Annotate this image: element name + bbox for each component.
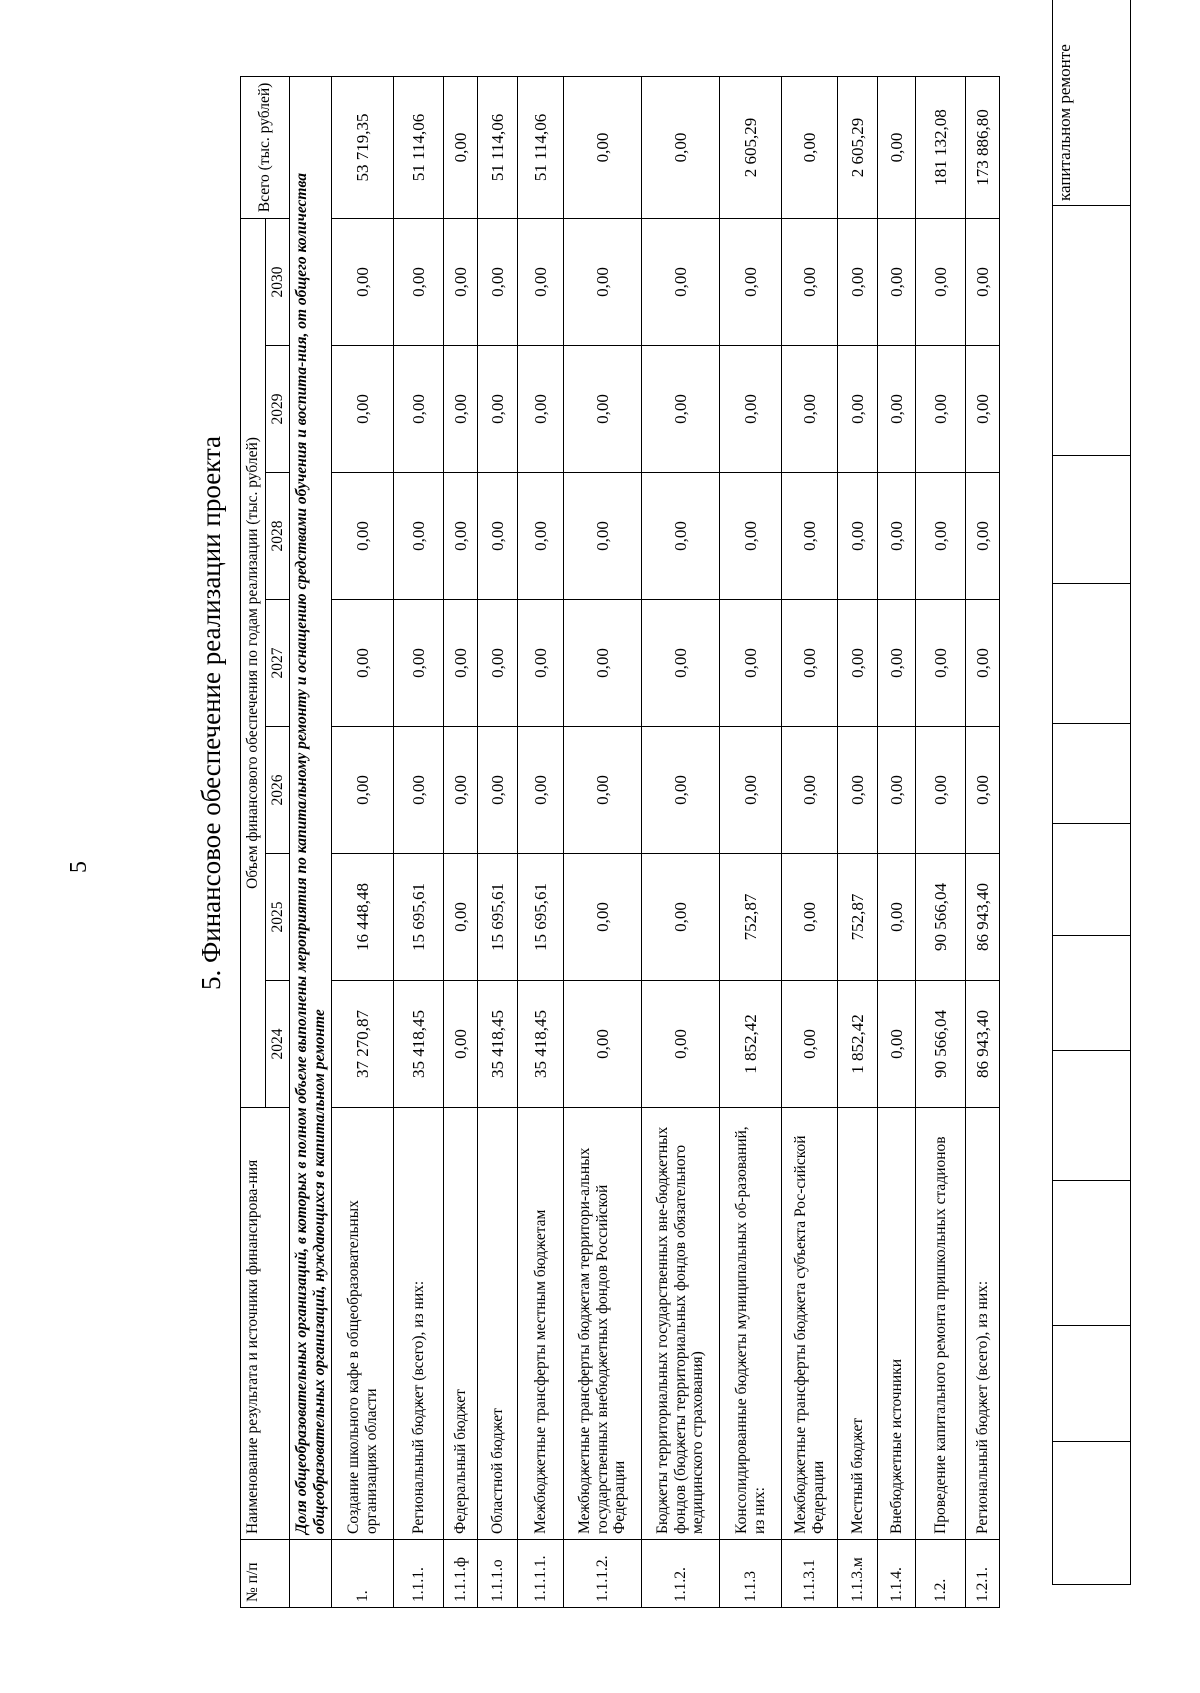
row-value: 0,00: [838, 346, 878, 473]
row-code: 1.1.1.: [394, 1540, 444, 1608]
empty-cell: [1053, 1326, 1131, 1442]
row-value: 35 418,45: [394, 981, 444, 1108]
table-row: [916, 76, 966, 1607]
row-value: 0,00: [332, 473, 394, 600]
financing-table: [240, 76, 1000, 1608]
row-value: 0,00: [394, 346, 444, 473]
row-value: 0,00: [478, 218, 518, 345]
row-value: 0,00: [916, 473, 966, 600]
row-value: 0,00: [564, 854, 642, 981]
row-code: 1.1.4.: [878, 1540, 916, 1608]
row-value: 0,00: [478, 346, 518, 473]
row-total: 0,00: [564, 76, 642, 218]
row-name: Областной бюджет: [478, 1108, 518, 1540]
row-value: 37 270,87: [332, 981, 394, 1108]
header-year: 2028: [265, 473, 290, 600]
row-value: 0,00: [720, 727, 782, 854]
header-name: Наименование результата и источники финансирова-ния: [241, 1108, 290, 1540]
row-value: 0,00: [782, 600, 838, 727]
header-year: 2024: [265, 981, 290, 1108]
row-value: 15 695,61: [478, 854, 518, 981]
row-total: 51 114,06: [518, 76, 564, 218]
empty-cell: [1053, 1051, 1131, 1181]
row-value: 0,00: [966, 600, 1000, 727]
row-value: 0,00: [444, 218, 478, 345]
row-value: 0,00: [838, 473, 878, 600]
row-value: 0,00: [838, 727, 878, 854]
row-value: 15 695,61: [394, 854, 444, 981]
row-total: 0,00: [444, 76, 478, 218]
header-year: 2026: [265, 727, 290, 854]
row-value: 0,00: [444, 473, 478, 600]
row-value: 0,00: [394, 473, 444, 600]
row-value: 0,00: [782, 473, 838, 600]
row-value: 35 418,45: [478, 981, 518, 1108]
row-code: 1.1.3: [720, 1540, 782, 1608]
row-value: 0,00: [838, 218, 878, 345]
row-value: 0,00: [642, 981, 720, 1108]
row-value: 0,00: [642, 218, 720, 345]
row-total: 0,00: [642, 76, 720, 218]
table-row: [966, 76, 1000, 1607]
row-value: 0,00: [916, 346, 966, 473]
row-value: 0,00: [878, 218, 916, 345]
row-name: Межбюджетные трансферты бюджета субъекта Рос-сийской Федерации: [782, 1108, 838, 1540]
row-code: 1.: [332, 1540, 394, 1608]
row-value: 1 852,42: [720, 981, 782, 1108]
row-code: 1.1.1.ф: [444, 1540, 478, 1608]
row-value: 0,00: [720, 218, 782, 345]
table-row: [782, 76, 838, 1607]
row-name: Создание школьного кафе в общеобразовательных организациях области: [332, 1108, 394, 1540]
row-value: 0,00: [444, 346, 478, 473]
table-row: [838, 76, 878, 1607]
table-row: [518, 76, 564, 1607]
header-volume: Объем финансового обеспечения по годам реализации (тыс. рублей): [241, 218, 266, 1107]
row-value: 0,00: [642, 727, 720, 854]
row-value: 35 418,45: [518, 981, 564, 1108]
row-value: 86 943,40: [966, 854, 1000, 981]
empty-cell: [1053, 936, 1131, 1051]
header-year: 2030: [265, 218, 290, 345]
row-value: 0,00: [518, 600, 564, 727]
row-value: 0,00: [782, 218, 838, 345]
row-value: 0,00: [332, 727, 394, 854]
row-total: 0,00: [782, 76, 838, 218]
row-value: 0,00: [332, 346, 394, 473]
table-row: [878, 76, 916, 1607]
row-value: 0,00: [642, 473, 720, 600]
row-name: Проведение капитального ремонта пришкольных стадионов: [916, 1108, 966, 1540]
row-value: 0,00: [720, 600, 782, 727]
row-value: 0,00: [916, 218, 966, 345]
row-value: 0,00: [564, 473, 642, 600]
row-name: Бюджеты территориальных государственных вне-бюджетных фондов (бюджеты территориальных фондов обязательного медицинского страхования): [642, 1108, 720, 1540]
empty-cell: [1053, 824, 1131, 936]
row-name: Региональный бюджет (всего), из них:: [966, 1108, 1000, 1540]
table-row: [478, 76, 518, 1607]
row-value: 0,00: [642, 600, 720, 727]
header-total: Всего (тыс. рублей): [241, 76, 290, 218]
row-value: 0,00: [878, 473, 916, 600]
empty-cell: [1053, 1181, 1131, 1326]
previous-table-fragment: [1052, 0, 1131, 1585]
row-value: 0,00: [394, 218, 444, 345]
row-value: 0,00: [444, 981, 478, 1108]
row-value: 0,00: [966, 727, 1000, 854]
table-row: [642, 76, 720, 1607]
row-value: 0,00: [332, 600, 394, 727]
table-row: [720, 76, 782, 1607]
row-name: Федеральный бюджет: [444, 1108, 478, 1540]
header-year: 2029: [265, 346, 290, 473]
row-value: 0,00: [518, 473, 564, 600]
row-value: 0,00: [444, 854, 478, 981]
row-value: 16 448,48: [332, 854, 394, 981]
row-code: 1.1.1.1.: [518, 1540, 564, 1608]
header-year: 2025: [265, 854, 290, 981]
row-value: 0,00: [564, 600, 642, 727]
row-value: 0,00: [720, 473, 782, 600]
row-value: 752,87: [838, 854, 878, 981]
row-value: 752,87: [720, 854, 782, 981]
row-value: 0,00: [478, 473, 518, 600]
row-value: 0,00: [916, 727, 966, 854]
row-total: 2 605,29: [838, 76, 878, 218]
row-code: 1.1.3.1: [782, 1540, 838, 1608]
row-value: 0,00: [782, 854, 838, 981]
row-value: 0,00: [966, 218, 1000, 345]
table-row: [394, 76, 444, 1607]
row-total: 173 886,80: [966, 76, 1000, 218]
row-name: Местный бюджет: [838, 1108, 878, 1540]
section-title: 5. Финансовое обеспечение реализации проекта: [196, 435, 226, 991]
row-total: 181 132,08: [916, 76, 966, 218]
row-value: 0,00: [518, 218, 564, 345]
empty-cell: [1053, 456, 1131, 584]
row-value: 0,00: [394, 727, 444, 854]
row-value: 90 566,04: [916, 854, 966, 981]
row-code: 1.2.: [916, 1540, 966, 1608]
row-value: 0,00: [878, 600, 916, 727]
row-value: 86 943,40: [966, 981, 1000, 1108]
table-row: [332, 76, 394, 1607]
row-total: 51 114,06: [478, 76, 518, 218]
goal-num-cell: [290, 1540, 332, 1608]
row-code: 1.1.3.м: [838, 1540, 878, 1608]
row-value: 90 566,04: [916, 981, 966, 1108]
empty-cell: [1053, 724, 1131, 824]
row-value: 0,00: [782, 727, 838, 854]
row-value: 0,00: [642, 346, 720, 473]
row-value: 0,00: [444, 600, 478, 727]
row-value: 0,00: [564, 981, 642, 1108]
row-value: 0,00: [782, 346, 838, 473]
row-value: 0,00: [838, 600, 878, 727]
row-value: 0,00: [966, 346, 1000, 473]
table-row: [564, 76, 642, 1607]
page-number: 5: [66, 861, 92, 873]
row-value: 0,00: [478, 727, 518, 854]
row-value: 0,00: [878, 346, 916, 473]
row-value: 0,00: [444, 727, 478, 854]
header-year: 2027: [265, 600, 290, 727]
table-row: [444, 76, 478, 1607]
row-value: 0,00: [332, 218, 394, 345]
row-value: 0,00: [916, 600, 966, 727]
row-value: 0,00: [564, 218, 642, 345]
row-value: 0,00: [564, 727, 642, 854]
goal-text: Доля общеобразовательных организаций, в которых в полном объеме выполнены мероприятия по капитальному ремонту и оснащению средствами обучения и воспита-ния, от общего количества общеобразовательных организаций, нуждающихся в капитальном ремонте: [290, 76, 332, 1539]
empty-cell: [1053, 1442, 1131, 1585]
row-value: 1 852,42: [838, 981, 878, 1108]
row-value: 0,00: [878, 854, 916, 981]
row-value: 0,00: [564, 346, 642, 473]
row-value: 0,00: [966, 473, 1000, 600]
row-value: 0,00: [878, 727, 916, 854]
row-value: 15 695,61: [518, 854, 564, 981]
empty-cell: [1053, 206, 1131, 456]
row-code: 1.1.1.о: [478, 1540, 518, 1608]
row-value: 0,00: [642, 854, 720, 981]
row-value: 0,00: [394, 600, 444, 727]
row-code: 1.1.2.: [642, 1540, 720, 1608]
empty-cell: [1053, 584, 1131, 724]
row-name: Региональный бюджет (всего), из них:: [394, 1108, 444, 1540]
row-total: 51 114,06: [394, 76, 444, 218]
row-value: 0,00: [478, 600, 518, 727]
row-name: Межбюджетные трансферты местным бюджетам: [518, 1108, 564, 1540]
row-total: 53 719,35: [332, 76, 394, 218]
row-name: Консолидированные бюджеты муниципальных об-разований, из них:: [720, 1108, 782, 1540]
header-num: № п/п: [241, 1540, 290, 1608]
row-value: 0,00: [518, 346, 564, 473]
row-value: 0,00: [720, 346, 782, 473]
row-value: 0,00: [878, 981, 916, 1108]
row-total: 2 605,29: [720, 76, 782, 218]
row-name: Внебюджетные источники: [878, 1108, 916, 1540]
row-code: 1.1.1.2.: [564, 1540, 642, 1608]
row-name: Межбюджетные трансферты бюджетам территори-альных государственных внебюджетных фондов Российской Федерации: [564, 1108, 642, 1540]
row-total: 0,00: [878, 76, 916, 218]
row-code: 1.2.1.: [966, 1540, 1000, 1608]
row-value: 0,00: [782, 981, 838, 1108]
row-value: 0,00: [518, 727, 564, 854]
top-table-last-cell: капитальном ремонте: [1053, 0, 1131, 206]
